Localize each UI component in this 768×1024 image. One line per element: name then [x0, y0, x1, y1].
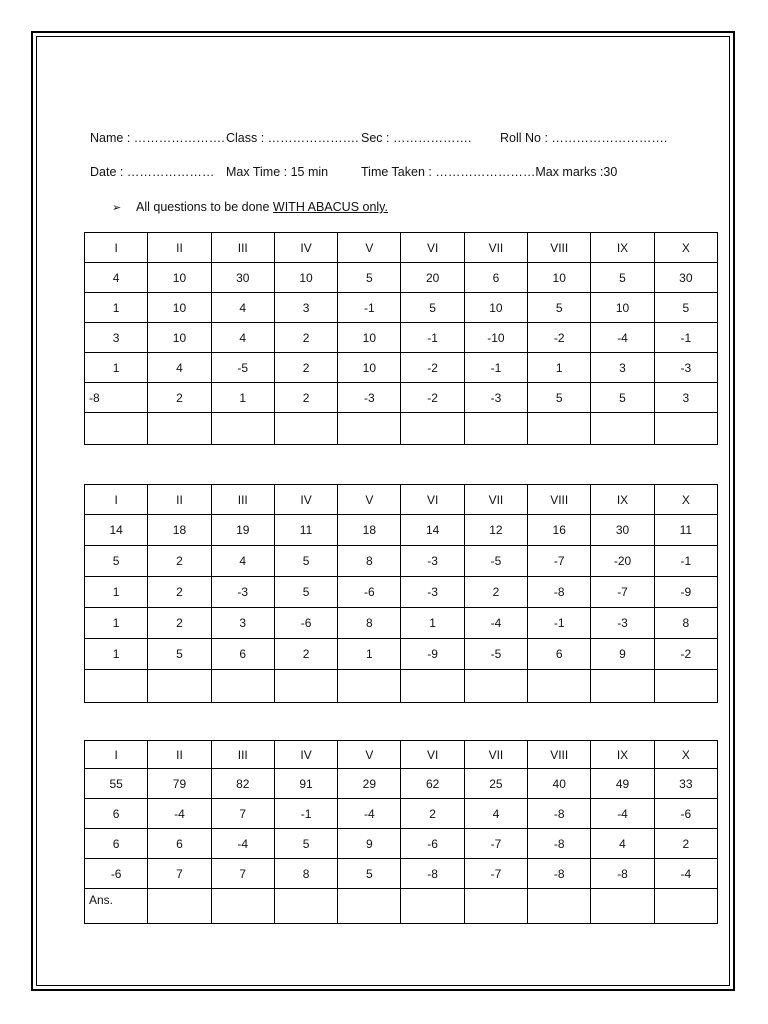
- number-cell: 8: [274, 859, 337, 889]
- number-cell: 6: [211, 639, 274, 670]
- number-cell: 33: [654, 769, 717, 799]
- number-row: [85, 323, 718, 353]
- arrow-bullet-icon: ➢: [112, 202, 122, 214]
- number-cell: -2: [401, 383, 464, 413]
- number-cell: 1: [338, 639, 401, 670]
- number-cell: 2: [148, 608, 211, 639]
- number-cell: 4: [148, 353, 211, 383]
- number-cell: 3: [85, 323, 148, 353]
- number-cell: -3: [464, 383, 527, 413]
- time-taken-field[interactable]: Time Taken : ……………………Max marks :30: [361, 165, 618, 179]
- number-cell: 14: [401, 515, 464, 546]
- answer-cell[interactable]: [274, 413, 337, 445]
- number-cell: 6: [528, 639, 591, 670]
- column-header: VI: [401, 233, 464, 263]
- number-cell: -1: [401, 323, 464, 353]
- answer-cell[interactable]: [528, 413, 591, 445]
- answer-cell[interactable]: [591, 670, 654, 703]
- number-cell: 8: [338, 608, 401, 639]
- number-row: [85, 546, 718, 577]
- number-cell: -5: [211, 353, 274, 383]
- number-cell: 8: [338, 546, 401, 577]
- number-cell: 5: [528, 383, 591, 413]
- number-cell: -8: [528, 859, 591, 889]
- number-cell: -3: [401, 577, 464, 608]
- column-header: IV: [274, 741, 337, 769]
- number-cell: -7: [464, 859, 527, 889]
- answer-cell[interactable]: [211, 889, 274, 924]
- number-cell: 2: [274, 323, 337, 353]
- number-cell: 1: [85, 353, 148, 383]
- number-cell: -4: [464, 608, 527, 639]
- number-cell: 2: [148, 546, 211, 577]
- number-cell: -8: [528, 799, 591, 829]
- question-table-2: [84, 484, 718, 703]
- number-cell: 1: [528, 353, 591, 383]
- number-cell: 5: [274, 546, 337, 577]
- column-header: X: [654, 485, 717, 515]
- number-cell: -5: [464, 639, 527, 670]
- number-cell: 6: [148, 829, 211, 859]
- answer-cell[interactable]: [401, 413, 464, 445]
- answer-cell[interactable]: [274, 889, 337, 924]
- number-cell: 5: [591, 263, 654, 293]
- number-row: [85, 293, 718, 323]
- number-row: [85, 769, 718, 799]
- instruction-emphasis: WITH ABACUS only.: [272, 200, 388, 214]
- number-cell: 5: [274, 829, 337, 859]
- number-cell: -6: [85, 859, 148, 889]
- number-cell: 3: [591, 353, 654, 383]
- number-cell: 11: [274, 515, 337, 546]
- number-cell: 2: [274, 383, 337, 413]
- number-cell: -1: [338, 293, 401, 323]
- question-table-3: [84, 740, 718, 924]
- number-cell: 2: [274, 353, 337, 383]
- number-cell: 2: [148, 383, 211, 413]
- number-cell: 19: [211, 515, 274, 546]
- number-cell: -7: [591, 577, 654, 608]
- number-cell: -1: [274, 799, 337, 829]
- number-cell: -4: [211, 829, 274, 859]
- number-cell: 16: [528, 515, 591, 546]
- number-row: [85, 639, 718, 670]
- number-cell: 10: [148, 293, 211, 323]
- number-cell: -3: [338, 383, 401, 413]
- answer-cell[interactable]: [148, 413, 211, 445]
- number-cell: 6: [85, 829, 148, 859]
- number-cell: 10: [148, 323, 211, 353]
- number-row: [85, 577, 718, 608]
- number-cell: 9: [338, 829, 401, 859]
- number-cell: -4: [591, 799, 654, 829]
- number-cell: 55: [85, 769, 148, 799]
- number-cell: 91: [274, 769, 337, 799]
- column-header: IX: [591, 233, 654, 263]
- number-cell: 4: [211, 293, 274, 323]
- number-cell: -1: [528, 608, 591, 639]
- number-cell: -4: [654, 859, 717, 889]
- number-cell: 14: [85, 515, 148, 546]
- number-row: [85, 515, 718, 546]
- number-cell: 5: [148, 639, 211, 670]
- column-header: IX: [591, 741, 654, 769]
- number-cell: 10: [274, 263, 337, 293]
- answer-cell[interactable]: [528, 889, 591, 924]
- column-header: III: [211, 485, 274, 515]
- number-cell: -6: [401, 829, 464, 859]
- number-cell: 5: [338, 263, 401, 293]
- number-cell: 5: [401, 293, 464, 323]
- number-cell: 1: [85, 639, 148, 670]
- column-header: VIII: [528, 233, 591, 263]
- header-row: [85, 485, 718, 515]
- number-cell: -20: [591, 546, 654, 577]
- answer-cell[interactable]: [85, 670, 148, 703]
- column-header: IV: [274, 233, 337, 263]
- number-cell: 10: [464, 293, 527, 323]
- number-cell: 30: [211, 263, 274, 293]
- number-cell: 2: [654, 829, 717, 859]
- answer-cell[interactable]: [464, 889, 527, 924]
- column-header: IV: [274, 485, 337, 515]
- number-cell: 6: [464, 263, 527, 293]
- number-cell: -6: [654, 799, 717, 829]
- column-header: VI: [401, 485, 464, 515]
- number-cell: 10: [338, 353, 401, 383]
- section-field[interactable]: Sec : ……………….: [361, 131, 472, 145]
- number-cell: -3: [211, 577, 274, 608]
- column-header: VIII: [528, 741, 591, 769]
- number-cell: 20: [401, 263, 464, 293]
- instruction-text: All questions to be done: [136, 200, 273, 214]
- column-header: VII: [464, 741, 527, 769]
- number-cell: 30: [654, 263, 717, 293]
- number-row: [85, 859, 718, 889]
- number-cell: 2: [401, 799, 464, 829]
- answer-cell[interactable]: [654, 889, 717, 924]
- number-cell: 18: [338, 515, 401, 546]
- answer-cell[interactable]: [654, 413, 717, 445]
- number-cell: 82: [211, 769, 274, 799]
- number-cell: 1: [85, 293, 148, 323]
- roll-number-field[interactable]: Roll No : ……………………….: [500, 131, 668, 145]
- number-cell: -8: [528, 829, 591, 859]
- number-cell: 49: [591, 769, 654, 799]
- number-cell: 10: [148, 263, 211, 293]
- column-header: V: [338, 741, 401, 769]
- number-cell: 5: [338, 859, 401, 889]
- answer-cell[interactable]: [591, 889, 654, 924]
- column-header: VII: [464, 485, 527, 515]
- instruction-line: [112, 200, 388, 214]
- answer-cell[interactable]: [338, 889, 401, 924]
- column-header: VI: [401, 741, 464, 769]
- number-cell: -1: [654, 323, 717, 353]
- column-header: V: [338, 233, 401, 263]
- answer-cell[interactable]: [464, 413, 527, 445]
- number-cell: 10: [591, 293, 654, 323]
- column-header: VII: [464, 233, 527, 263]
- number-cell: 11: [654, 515, 717, 546]
- column-header: VIII: [528, 485, 591, 515]
- number-cell: -3: [654, 353, 717, 383]
- number-cell: 2: [148, 577, 211, 608]
- number-cell: 4: [211, 323, 274, 353]
- column-header: I: [85, 485, 148, 515]
- number-cell: 25: [464, 769, 527, 799]
- header-row: [85, 233, 718, 263]
- column-header: III: [211, 741, 274, 769]
- number-cell: 1: [401, 608, 464, 639]
- number-cell: 1: [85, 577, 148, 608]
- number-cell: 5: [591, 383, 654, 413]
- number-cell: -6: [338, 577, 401, 608]
- column-header: II: [148, 741, 211, 769]
- number-cell: -8: [528, 577, 591, 608]
- number-cell: 1: [85, 608, 148, 639]
- answer-cell[interactable]: [148, 670, 211, 703]
- answer-cell[interactable]: [591, 413, 654, 445]
- answer-cell[interactable]: [211, 413, 274, 445]
- number-cell: -4: [338, 799, 401, 829]
- number-cell: 4: [464, 799, 527, 829]
- answer-cell[interactable]: [338, 413, 401, 445]
- number-cell: -3: [591, 608, 654, 639]
- number-cell: 30: [591, 515, 654, 546]
- number-cell: -4: [148, 799, 211, 829]
- number-cell: -7: [464, 829, 527, 859]
- number-row: [85, 608, 718, 639]
- number-cell: -8: [85, 383, 148, 413]
- number-cell: 5: [85, 546, 148, 577]
- number-cell: 4: [85, 263, 148, 293]
- answer-cell[interactable]: [148, 889, 211, 924]
- column-header: V: [338, 485, 401, 515]
- number-row: [85, 829, 718, 859]
- number-cell: 3: [211, 608, 274, 639]
- number-cell: -1: [464, 353, 527, 383]
- number-cell: 5: [274, 577, 337, 608]
- column-header: I: [85, 741, 148, 769]
- number-cell: 6: [85, 799, 148, 829]
- answer-cell[interactable]: [211, 670, 274, 703]
- number-cell: -5: [464, 546, 527, 577]
- answer-cell[interactable]: [274, 670, 337, 703]
- column-header: X: [654, 233, 717, 263]
- number-cell: -2: [528, 323, 591, 353]
- number-cell: 7: [148, 859, 211, 889]
- answer-cell[interactable]: [401, 670, 464, 703]
- column-header: III: [211, 233, 274, 263]
- date-field[interactable]: Date : …………………: [90, 165, 215, 179]
- answer-cell[interactable]: [338, 670, 401, 703]
- class-field[interactable]: Class : ………………….: [226, 131, 359, 145]
- column-header: X: [654, 741, 717, 769]
- number-cell: 18: [148, 515, 211, 546]
- answer-row: [85, 413, 718, 445]
- number-row: [85, 353, 718, 383]
- answer-cell[interactable]: [85, 413, 148, 445]
- number-cell: 10: [528, 263, 591, 293]
- number-cell: 29: [338, 769, 401, 799]
- number-cell: 79: [148, 769, 211, 799]
- answer-row: [85, 889, 718, 924]
- header-row: [85, 741, 718, 769]
- answer-cell[interactable]: [464, 670, 527, 703]
- number-cell: 2: [464, 577, 527, 608]
- column-header: II: [148, 485, 211, 515]
- number-cell: 3: [654, 383, 717, 413]
- number-cell: 62: [401, 769, 464, 799]
- number-cell: -6: [274, 608, 337, 639]
- number-cell: 2: [274, 639, 337, 670]
- number-cell: -9: [654, 577, 717, 608]
- number-cell: -8: [401, 859, 464, 889]
- name-field[interactable]: Name : ………………….: [90, 131, 225, 145]
- number-cell: -2: [401, 353, 464, 383]
- number-cell: 10: [338, 323, 401, 353]
- number-row: [85, 263, 718, 293]
- number-cell: -3: [401, 546, 464, 577]
- column-header: I: [85, 233, 148, 263]
- number-row: [85, 799, 718, 829]
- number-cell: 9: [591, 639, 654, 670]
- number-cell: 5: [654, 293, 717, 323]
- number-cell: 7: [211, 799, 274, 829]
- number-cell: -4: [591, 323, 654, 353]
- number-cell: 3: [274, 293, 337, 323]
- answer-cell[interactable]: [401, 889, 464, 924]
- number-cell: -8: [591, 859, 654, 889]
- answer-cell[interactable]: [528, 670, 591, 703]
- max-time-label: Max Time : 15 min: [226, 165, 329, 179]
- number-cell: -1: [654, 546, 717, 577]
- number-row: [85, 383, 718, 413]
- number-cell: 5: [528, 293, 591, 323]
- number-cell: 1: [211, 383, 274, 413]
- number-cell: 40: [528, 769, 591, 799]
- column-header: IX: [591, 485, 654, 515]
- number-cell: 7: [211, 859, 274, 889]
- answer-row: [85, 670, 718, 703]
- number-cell: -10: [464, 323, 527, 353]
- number-cell: 4: [211, 546, 274, 577]
- number-cell: 4: [591, 829, 654, 859]
- question-table-1: [84, 232, 718, 445]
- answer-cell[interactable]: [654, 670, 717, 703]
- column-header: II: [148, 233, 211, 263]
- number-cell: -2: [654, 639, 717, 670]
- answer-cell[interactable]: Ans.: [85, 889, 148, 924]
- number-cell: 12: [464, 515, 527, 546]
- number-cell: -9: [401, 639, 464, 670]
- number-cell: -7: [528, 546, 591, 577]
- number-cell: 8: [654, 608, 717, 639]
